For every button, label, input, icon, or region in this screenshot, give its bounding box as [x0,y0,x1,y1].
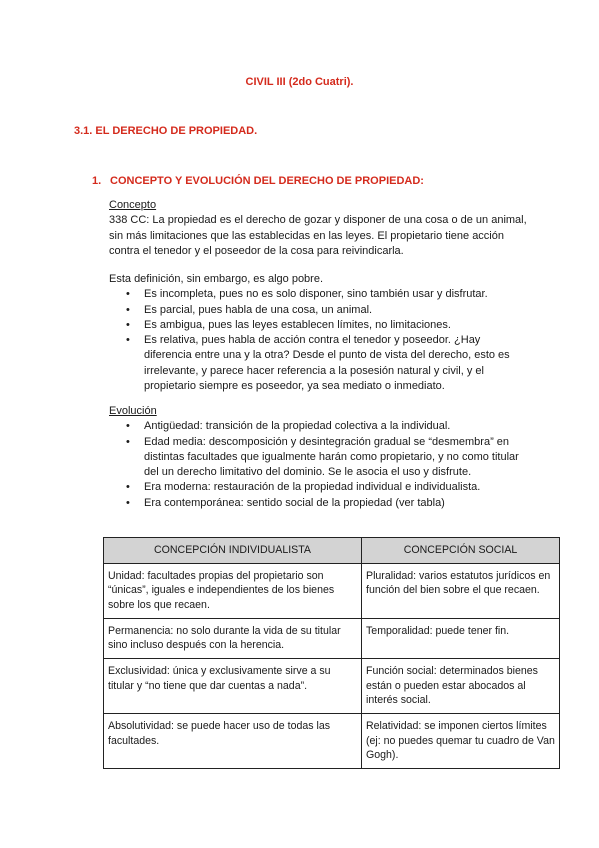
document-title: CIVIL III (2do Cuatri). [245,76,354,88]
concepto-block [109,198,529,259]
table-header-individualista: CONCEPCIÓN INDIVIDUALISTA [104,538,362,564]
list-item: • Es incompleta, pues no es solo disponer, sino también usar y disfrutar. [109,287,529,302]
definicion-intro: Esta definición, sin embargo, es algo pobre. [109,273,324,285]
table-cell: Exclusividad: única y exclusivamente sirve a su titular y “no tiene que dar cuentas a nada”. [104,659,362,714]
list-item: • Edad media: descomposición y desintegración gradual se “desmembra” en distintas facultades que igualmente harán como propietario, y no como titular del un derecho limitativo del dominio. Se le asocia el uso y disfrute. [109,435,529,481]
evolucion-list [109,419,529,511]
definicion-list [109,287,529,394]
list-item: • Antigüedad: transición de la propiedad colectiva a la individual. [109,419,529,434]
heading-text: CONCEPTO Y EVOLUCIÓN DEL DERECHO DE PROPIEDAD: [110,175,424,187]
concepciones-table [103,537,560,769]
concepto-text: 338 CC: La propiedad es el derecho de gozar y disponer de una cosa o de un animal, sin más limitaciones que las establecidas en las leyes. El propietario tiene acción contra el tenedor y el poseedor de la cosa para reivindicarla. [109,214,527,257]
table-cell: Pluralidad: varios estatutos jurídicos en función del bien sobre el que recaen. [362,564,560,619]
table-row [104,714,560,769]
concepto-label: Concepto [109,199,157,211]
list-item: • Era moderna: restauración de la propiedad individual e individualista. [109,480,529,495]
table-cell: Relatividad: se imponen ciertos límites (ej: no puedes quemar tu cuadro de Van Gogh). [362,714,560,769]
table-cell: Permanencia: no solo durante la vida de su titular sino incluso después con la herencia. [104,618,362,659]
table-cell: Temporalidad: puede tener fin. [362,618,560,659]
table-row [104,564,560,619]
table-cell: Unidad: facultades propias del propietario son “únicas”, iguales e independientes de los bienes sobre los que recaen. [104,564,362,619]
list-item: • Era contemporánea: sentido social de la propiedad (ver tabla) [109,496,529,511]
table-row [104,659,560,714]
section-title: 3.1. EL DERECHO DE PROPIEDAD. [74,125,258,137]
evolucion-label: Evolución [109,405,157,417]
evolucion-block [109,404,529,511]
definicion-block [109,272,529,394]
table-header-row [104,538,560,564]
heading-concepto-evolucion [92,175,424,187]
table-row [104,618,560,659]
list-item: • Es ambigua, pues las leyes establecen límites, no limitaciones. [109,318,529,333]
heading-number: 1. [92,175,102,187]
table-header-social: CONCEPCIÓN SOCIAL [362,538,560,564]
list-item: • Es relativa, pues habla de acción contra el tenedor y poseedor. ¿Hay diferencia entre una y la otra? Desde el punto de vista del derecho, esto es irrelevante, y parece hacer referencia a la posesión natural y civil, y el propietario siempre es poseedor, ya sea mediato o inmediato. [109,333,529,394]
table-cell: Absolutividad: se puede hacer uso de todas las facultades. [104,714,362,769]
table-cell: Función social: determinados bienes están o pueden estar abocados al interés social. [362,659,560,714]
list-item: • Es parcial, pues habla de una cosa, un animal. [109,303,529,318]
